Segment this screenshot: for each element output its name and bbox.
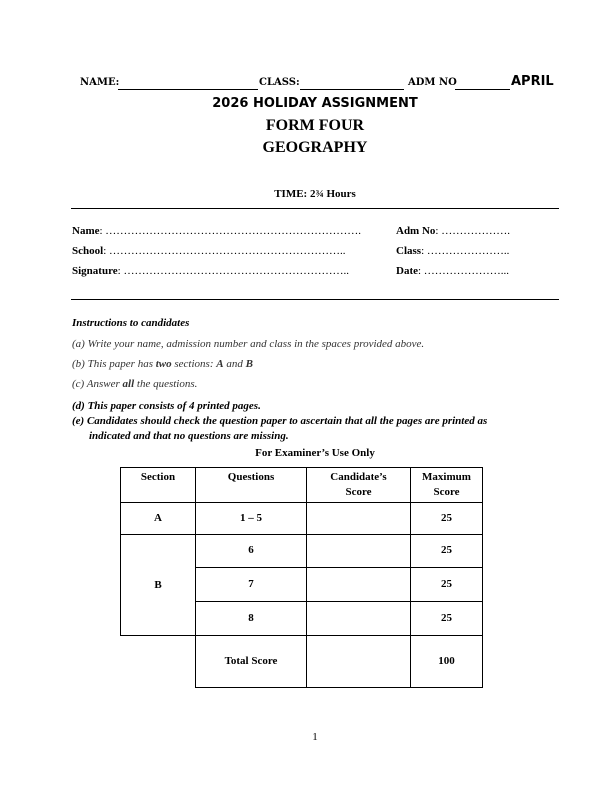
month-label: APRIL (511, 74, 554, 89)
table-caption: For Examiner’s Use Only (255, 447, 375, 459)
header-candidate-score: Candidate’s Score (306, 467, 411, 503)
class-label: CLASS: (259, 77, 300, 88)
section-b-cell: B (120, 534, 196, 636)
instruction-d: (d) This paper consists of 4 printed pages. (72, 400, 261, 412)
name-field-label: Name (72, 225, 100, 237)
form-school-field[interactable] (72, 245, 346, 257)
subject-title: GEOGRAPHY (262, 139, 368, 156)
text: the questions. (134, 378, 198, 390)
form-class-field[interactable] (396, 245, 509, 257)
candidate-score-cell[interactable] (306, 534, 411, 568)
total-candidate-score-cell[interactable] (306, 635, 411, 688)
school-field-label: School (72, 245, 104, 257)
header-section: Section (120, 467, 196, 503)
header-maximum-score: Maximum Score (410, 467, 483, 503)
adm-label: ADM NO (408, 77, 457, 88)
signature-field-label: Signature (72, 265, 118, 277)
candidate-score-cell[interactable] (306, 567, 411, 602)
questions-cell: 7 (195, 567, 307, 602)
text: all (122, 378, 135, 390)
signature-field-dots: : …………………………………………………….. (117, 265, 349, 277)
form-adm-field[interactable] (396, 225, 510, 237)
date-field-label: Date (396, 265, 418, 277)
form-name-field[interactable] (72, 225, 361, 237)
school-field-dots: : ……………………………………………………….. (103, 245, 346, 257)
max-score-cell: 25 (410, 601, 483, 636)
questions-cell: 1 – 5 (195, 502, 307, 535)
instruction-b (72, 358, 253, 370)
candidate-score-cell[interactable] (306, 502, 411, 535)
form-date-field[interactable] (396, 265, 509, 277)
date-field-dots: : …………………... (418, 265, 510, 277)
text: (c) Answer (72, 378, 123, 390)
divider (71, 299, 559, 300)
instruction-e-line2: indicated and that no questions are missing. (89, 430, 289, 442)
assignment-title: 2026 HOLIDAY ASSIGNMENT (212, 96, 418, 111)
form-signature-field[interactable] (72, 265, 349, 277)
section-a-cell: A (120, 502, 196, 535)
instruction-c (72, 378, 197, 390)
questions-cell: 6 (195, 534, 307, 568)
header-questions: Questions (195, 467, 307, 503)
text: two (155, 358, 172, 370)
time-allowed: TIME: 2¾ Hours (274, 188, 356, 200)
instruction-e-line1: (e) Candidates should check the question paper to ascertain that all the pages are printed as (72, 415, 488, 427)
class-field-label: Class (396, 245, 422, 257)
name-field-dots: : ……………………………………………………………. (99, 225, 362, 237)
text: A (216, 358, 224, 370)
adm-field-label: Adm No (396, 225, 436, 237)
instructions-heading: Instructions to candidates (72, 317, 190, 329)
form-title: FORM FOUR (265, 117, 365, 134)
divider (71, 208, 559, 209)
text: sections: (171, 358, 217, 370)
total-max-score: 100 (410, 635, 483, 688)
page-number: 1 (312, 731, 318, 743)
questions-cell: 8 (195, 601, 307, 636)
text: and (223, 358, 246, 370)
adm-field-dots: : ………………. (435, 225, 510, 237)
adm-line (455, 89, 510, 90)
candidate-score-cell[interactable] (306, 601, 411, 636)
name-line (118, 89, 258, 90)
max-score-cell: 25 (410, 534, 483, 568)
class-line (300, 89, 404, 90)
text: (b) This paper has (72, 358, 156, 370)
name-label: NAME: (80, 77, 120, 88)
max-score-cell: 25 (410, 502, 483, 535)
max-score-cell: 25 (410, 567, 483, 602)
instruction-a: (a) Write your name, admission number and class in the spaces provided above. (72, 338, 425, 350)
total-score-label: Total Score (195, 635, 307, 688)
text: B (245, 358, 253, 370)
class-field-dots: : ………………….. (421, 245, 510, 257)
